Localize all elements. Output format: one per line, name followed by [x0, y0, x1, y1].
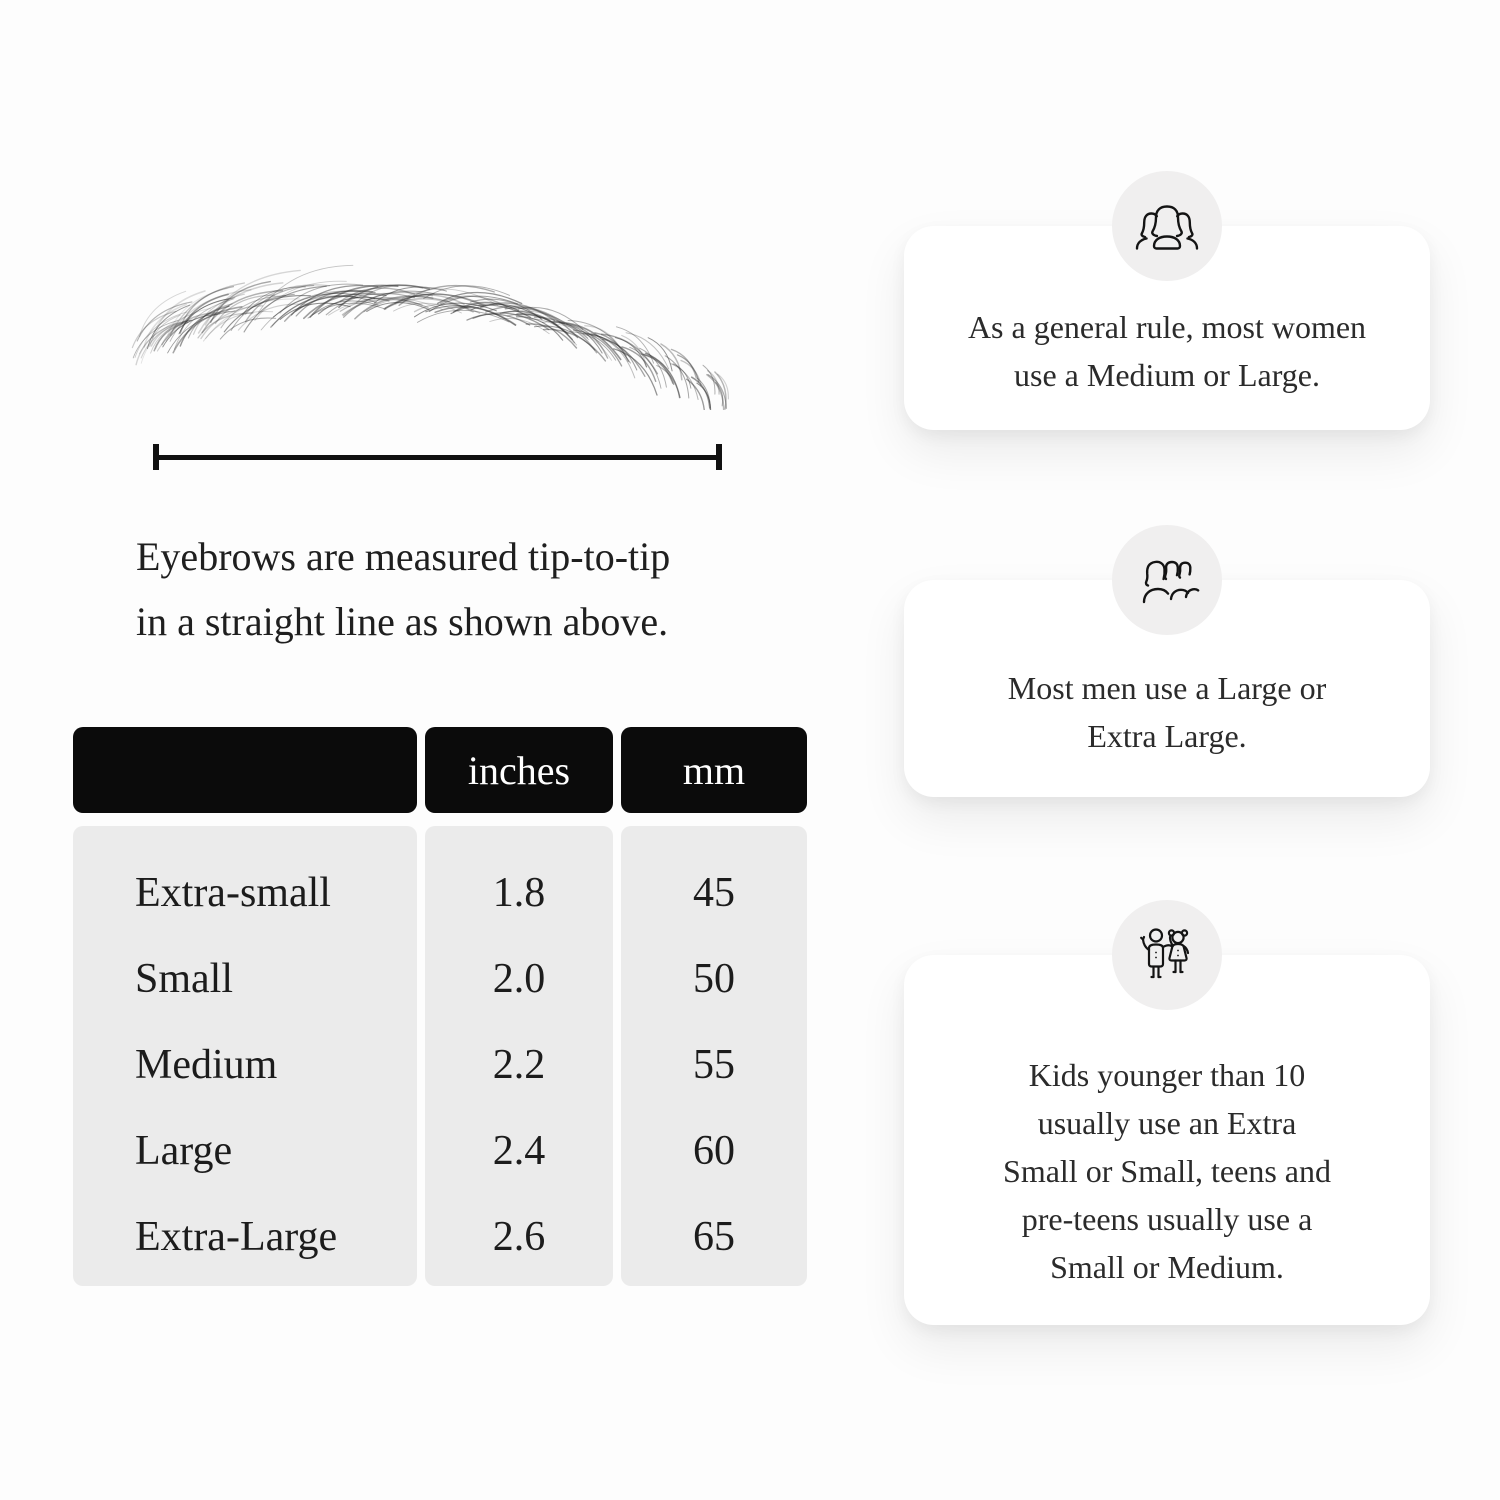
size-label: Medium	[135, 1042, 278, 1088]
inches-value: 2.4	[492, 1128, 546, 1174]
mm-column	[621, 826, 807, 1286]
measurement-line-bar	[159, 455, 716, 460]
eyebrow-illustration	[118, 252, 738, 410]
men-advice-card	[904, 580, 1430, 797]
inches-column	[425, 826, 613, 1286]
women-advice-text	[968, 303, 1366, 399]
header-cell-inches: inches	[425, 727, 613, 813]
men-group-icon	[1134, 555, 1200, 605]
men-advice-text	[1008, 664, 1326, 760]
women-group-icon	[1133, 201, 1201, 251]
card-text-line: Kids younger than 10	[1028, 1057, 1306, 1093]
card-text-line: usually use an Extra	[1037, 1105, 1297, 1141]
mm-value: 55	[693, 1042, 735, 1088]
card-text-line: As a general rule, most women	[967, 309, 1367, 345]
kids-icon-badge	[1112, 900, 1222, 1010]
size-label: Extra-Large	[135, 1214, 338, 1260]
measurement-caption	[136, 524, 756, 654]
size-table-header	[73, 727, 807, 813]
inches-value: 2.6	[492, 1214, 546, 1260]
caption-line: in a straight line as shown above.	[136, 599, 669, 645]
card-text-line: Extra Large.	[1087, 717, 1247, 754]
card-text-line: Small or Small, teens and	[1003, 1153, 1331, 1189]
kids-icon	[1135, 926, 1199, 984]
header-cell-size	[73, 727, 417, 813]
card-text-line: Small or Medium.	[1050, 1249, 1284, 1285]
mm-value: 65	[693, 1214, 735, 1260]
men-icon-badge	[1112, 525, 1222, 635]
inches-value: 2.2	[492, 1042, 546, 1088]
size-label-column	[73, 826, 417, 1286]
size-label: Large	[135, 1128, 233, 1174]
size-table-body	[73, 826, 807, 1286]
measurement-line-right-cap	[716, 444, 722, 470]
kids-advice-card	[904, 955, 1430, 1325]
inches-value: 1.8	[492, 870, 546, 916]
mm-value: 45	[693, 870, 735, 916]
women-advice-card	[904, 226, 1430, 430]
card-text-line: Most men use a Large or	[1007, 669, 1327, 706]
women-icon-badge	[1112, 171, 1222, 281]
header-cell-mm: mm	[621, 727, 807, 813]
mm-value: 60	[693, 1128, 735, 1174]
size-table	[73, 727, 807, 1286]
inches-value: 2.0	[492, 956, 546, 1002]
size-label: Small	[135, 956, 234, 1002]
measurement-line	[153, 444, 722, 470]
kids-advice-text	[1003, 1051, 1331, 1291]
card-text-line: use a Medium or Large.	[1014, 357, 1320, 393]
mm-value: 50	[693, 956, 735, 1002]
card-text-line: pre-teens usually use a	[1021, 1201, 1313, 1237]
size-label: Extra-small	[135, 870, 331, 916]
caption-line: Eyebrows are measured tip-to-tip	[136, 534, 671, 579]
